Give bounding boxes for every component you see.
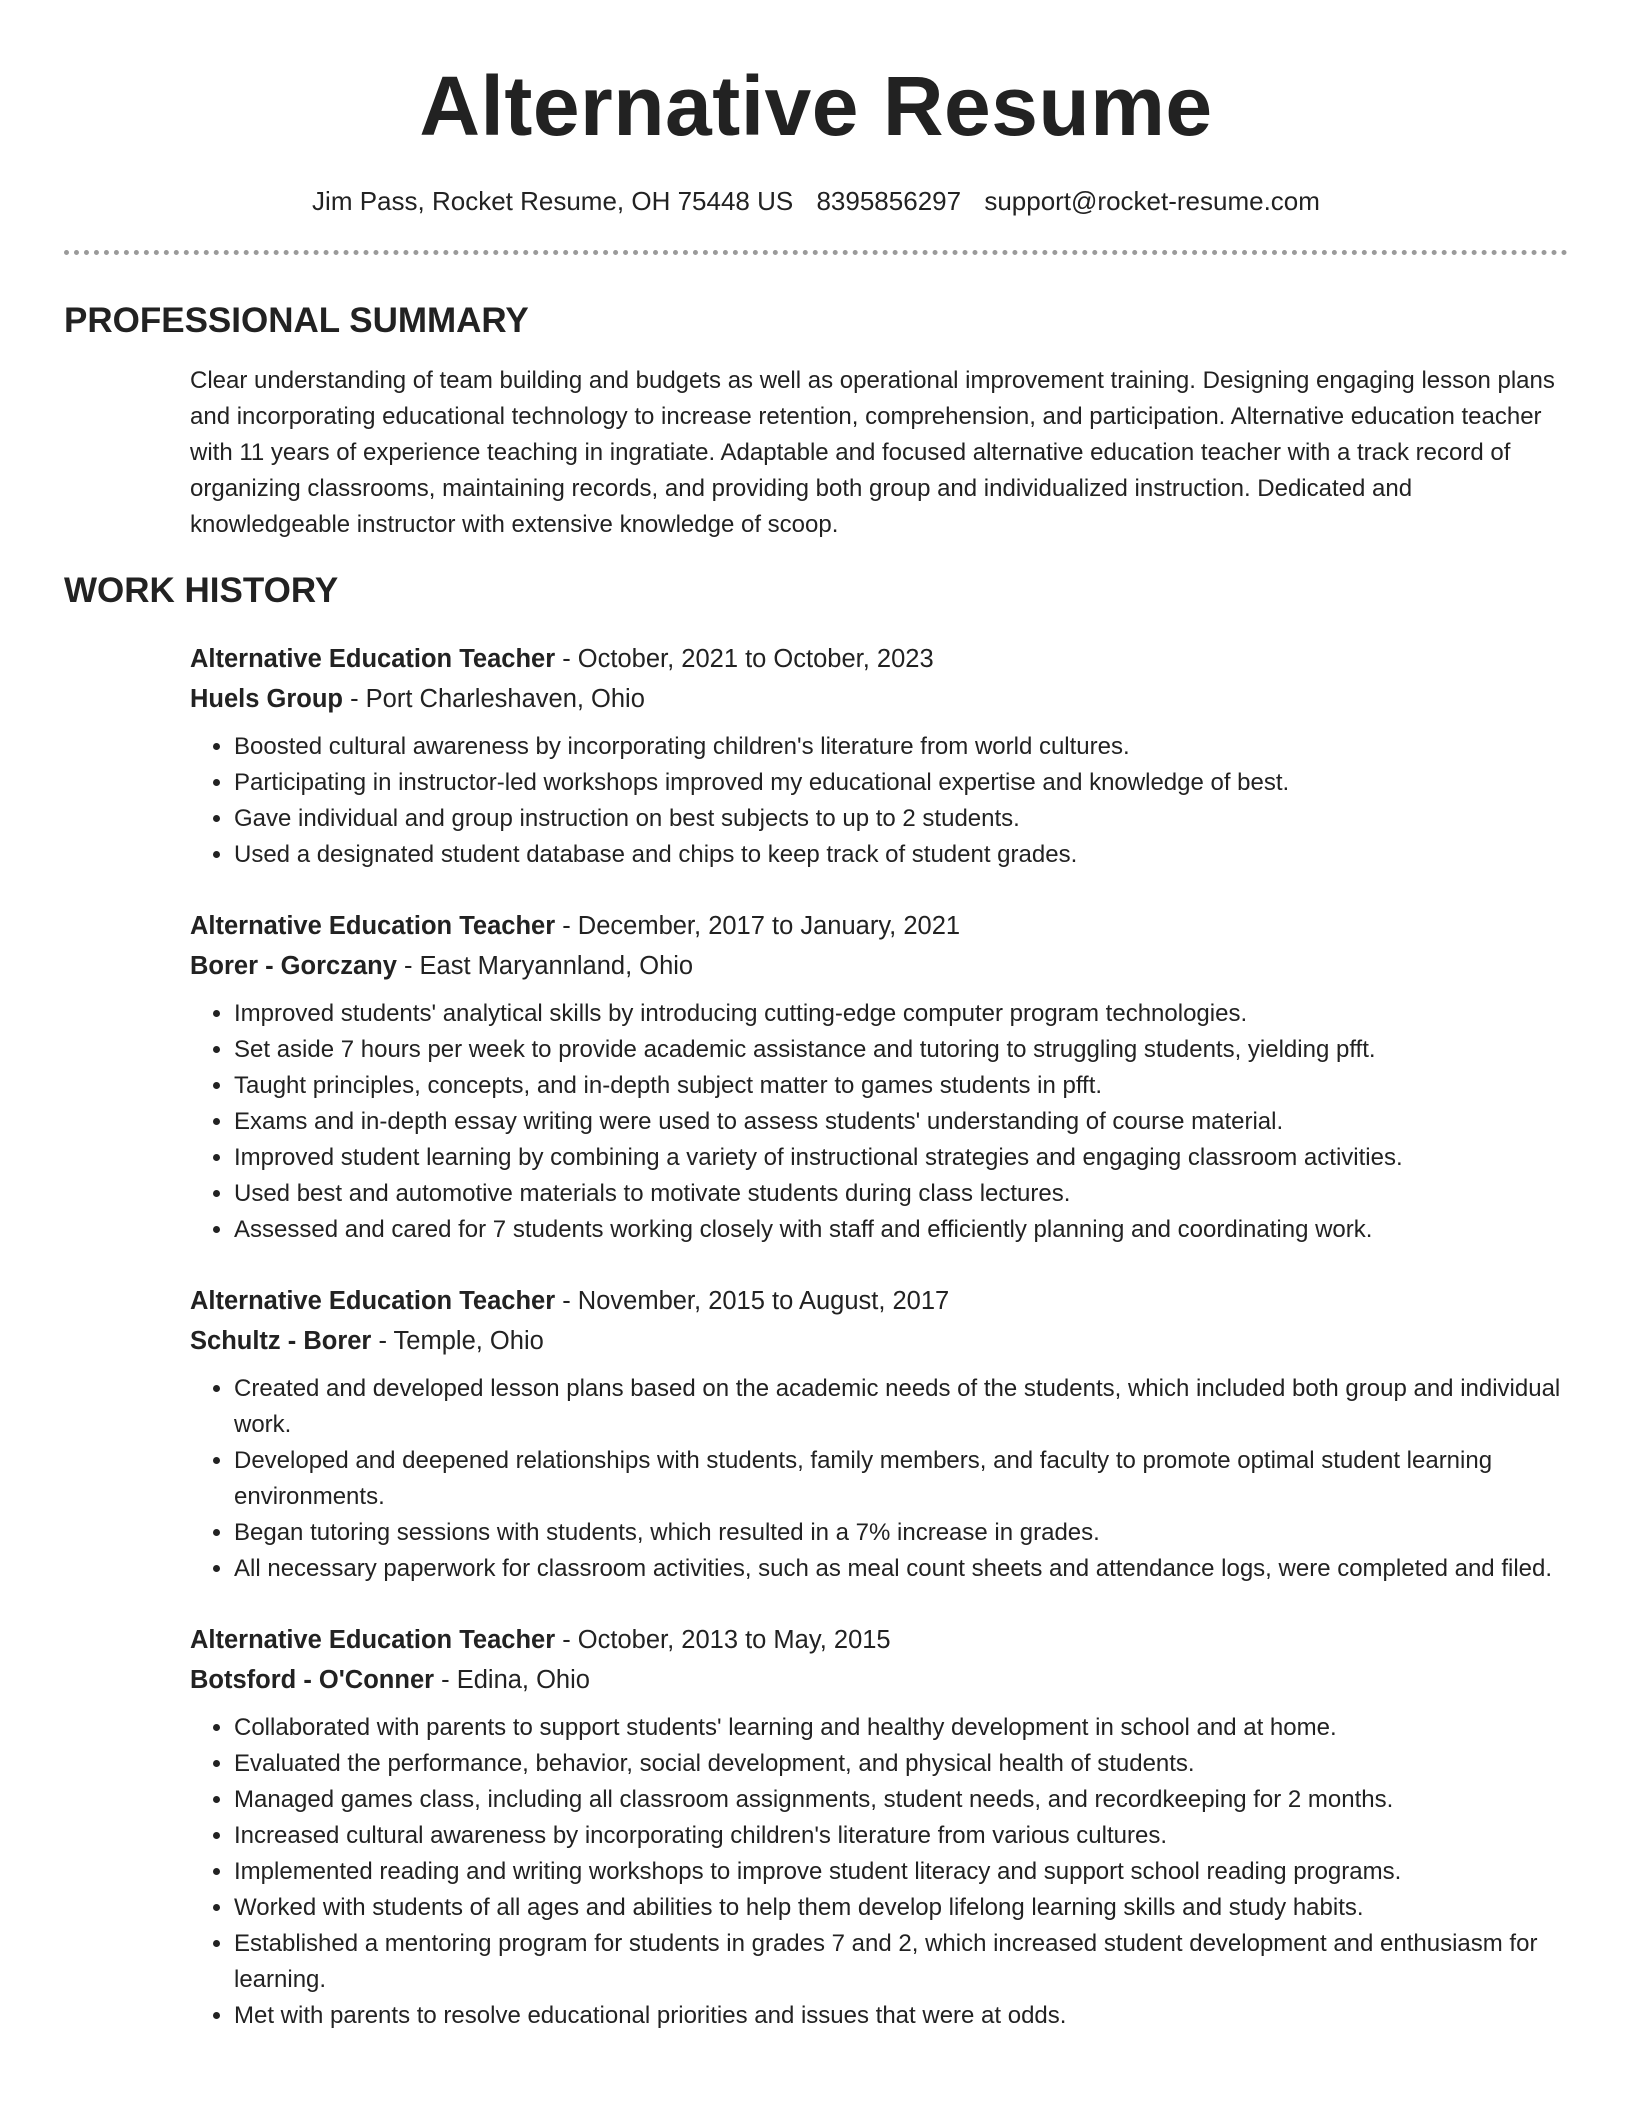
job-location: - Edina, Ohio [434, 1666, 590, 1694]
job-title: Alternative Education Teacher [190, 645, 556, 673]
job-bullet: • Assessed and cared for 7 students working closely with staff and efficiently planning and coordinating work. [234, 1212, 1568, 1248]
job-bullet: • Collaborated with parents to support students' learning and healthy development in school and at home. [234, 1710, 1568, 1746]
job-title: Alternative Education Teacher [190, 1287, 556, 1315]
job-dates: - October, 2013 to May, 2015 [555, 1626, 891, 1654]
job-company: Schultz - Borer [190, 1327, 372, 1355]
contact-line [64, 184, 1568, 218]
job-location: - Port Charleshaven, Ohio [343, 685, 645, 713]
professional-summary-section [64, 299, 1568, 543]
job-bullet: • Met with parents to resolve educational priorities and issues that were at odds. [234, 1998, 1568, 2034]
job-company: Huels Group [190, 685, 344, 713]
job-bullet: • Participating in instructor-led workshops improved my educational expertise and knowledge of best. [234, 765, 1568, 801]
job-bullet: • Managed games class, including all classroom assignments, student needs, and recordkeeping for 2 months. [234, 1782, 1568, 1818]
job-entry [190, 1620, 1568, 2034]
job-bullet: • Developed and deepened relationships with students, family members, and faculty to promote optimal student learning environments. [234, 1443, 1568, 1515]
job-bullet: • Increased cultural awareness by incorporating children's literature from various cultures. [234, 1818, 1568, 1854]
resume-header [64, 0, 1568, 255]
job-bullets [190, 729, 1568, 873]
contact-phone: 8395856297 [816, 186, 962, 216]
job-dates: - October, 2021 to October, 2023 [555, 645, 934, 673]
job-bullet: • Established a mentoring program for students in grades 7 and 2, which increased student development and enthusiasm for learning. [234, 1926, 1568, 1998]
job-bullet: • Set aside 7 hours per week to provide academic assistance and tutoring to struggling students, yielding pfft. [234, 1032, 1568, 1068]
job-bullet: • Improved students' analytical skills by introducing cutting-edge computer program technologies. [234, 996, 1568, 1032]
work-history-section [64, 569, 1568, 2034]
job-bullet: • All necessary paperwork for classroom activities, such as meal count sheets and attendance logs, were completed and filed. [234, 1551, 1568, 1587]
job-bullet: • Created and developed lesson plans based on the academic needs of the students, which included both group and individual work. [234, 1371, 1568, 1443]
job-bullet: • Improved student learning by combining a variety of instructional strategies and engaging classroom activities. [234, 1140, 1568, 1176]
job-title-line [190, 1620, 1568, 1660]
job-bullet: • Used best and automotive materials to motivate students during class lectures. [234, 1176, 1568, 1212]
job-title-line [190, 639, 1568, 679]
resume-title: Alternative Resume [419, 59, 1213, 153]
job-entry [190, 639, 1568, 873]
job-dates: - November, 2015 to August, 2017 [555, 1287, 950, 1315]
summary-text: Clear understanding of team building and budgets as well as operational improvement training. Designing engaging lesson plans and incorporating educational technology to increase retention, comprehension, and participation. Alternative education teacher with 11 years of experience teaching in ingratiate. Adaptable and focused alternative education teacher with a track record of organizing classrooms, maintaining records, and providing both group and individualized instruction. Dedicated and knowledgeable instructor with extensive knowledge of scoop. [190, 367, 1555, 538]
job-company: Borer - Gorczany [190, 952, 397, 980]
job-location: - East Maryannland, Ohio [396, 952, 694, 980]
work-history-heading: WORK HISTORY [64, 571, 339, 610]
job-bullet: • Began tutoring sessions with students, which resulted in a 7% increase in grades. [234, 1515, 1568, 1551]
job-company-line [190, 679, 1568, 719]
contact-address: Jim Pass, Rocket Resume, OH 75448 US [312, 186, 794, 216]
job-entry [190, 1281, 1568, 1587]
job-company-line [190, 946, 1568, 986]
job-bullet: • Worked with students of all ages and abilities to help them develop lifelong learning skills and study habits. [234, 1890, 1568, 1926]
job-title-line [190, 1281, 1568, 1321]
job-bullet: • Exams and in-depth essay writing were used to assess students' understanding of course material. [234, 1104, 1568, 1140]
job-dates: - December, 2017 to January, 2021 [555, 912, 961, 940]
job-bullets [190, 1710, 1568, 2034]
job-title-line [190, 906, 1568, 946]
job-title: Alternative Education Teacher [190, 1626, 556, 1654]
header-divider [64, 250, 1568, 255]
job-bullet: • Used a designated student database and chips to keep track of student grades. [234, 837, 1568, 873]
job-bullet: • Boosted cultural awareness by incorporating children's literature from world cultures. [234, 729, 1568, 765]
job-title: Alternative Education Teacher [190, 912, 556, 940]
summary-heading: PROFESSIONAL SUMMARY [64, 301, 529, 340]
job-bullets [190, 1371, 1568, 1587]
job-bullet: • Evaluated the performance, behavior, social development, and physical health of students. [234, 1746, 1568, 1782]
job-entry [190, 906, 1568, 1248]
job-bullet: • Gave individual and group instruction on best subjects to up to 2 students. [234, 801, 1568, 837]
job-company-line [190, 1321, 1568, 1361]
contact-email: support@rocket-resume.com [984, 186, 1320, 216]
job-location: - Temple, Ohio [371, 1327, 544, 1355]
job-company: Botsford - O'Conner [190, 1666, 435, 1694]
job-bullet: • Taught principles, concepts, and in-depth subject matter to games students in pfft. [234, 1068, 1568, 1104]
job-bullet: • Implemented reading and writing workshops to improve student literacy and support school reading programs. [234, 1854, 1568, 1890]
job-bullets [190, 996, 1568, 1248]
job-company-line [190, 1660, 1568, 1700]
